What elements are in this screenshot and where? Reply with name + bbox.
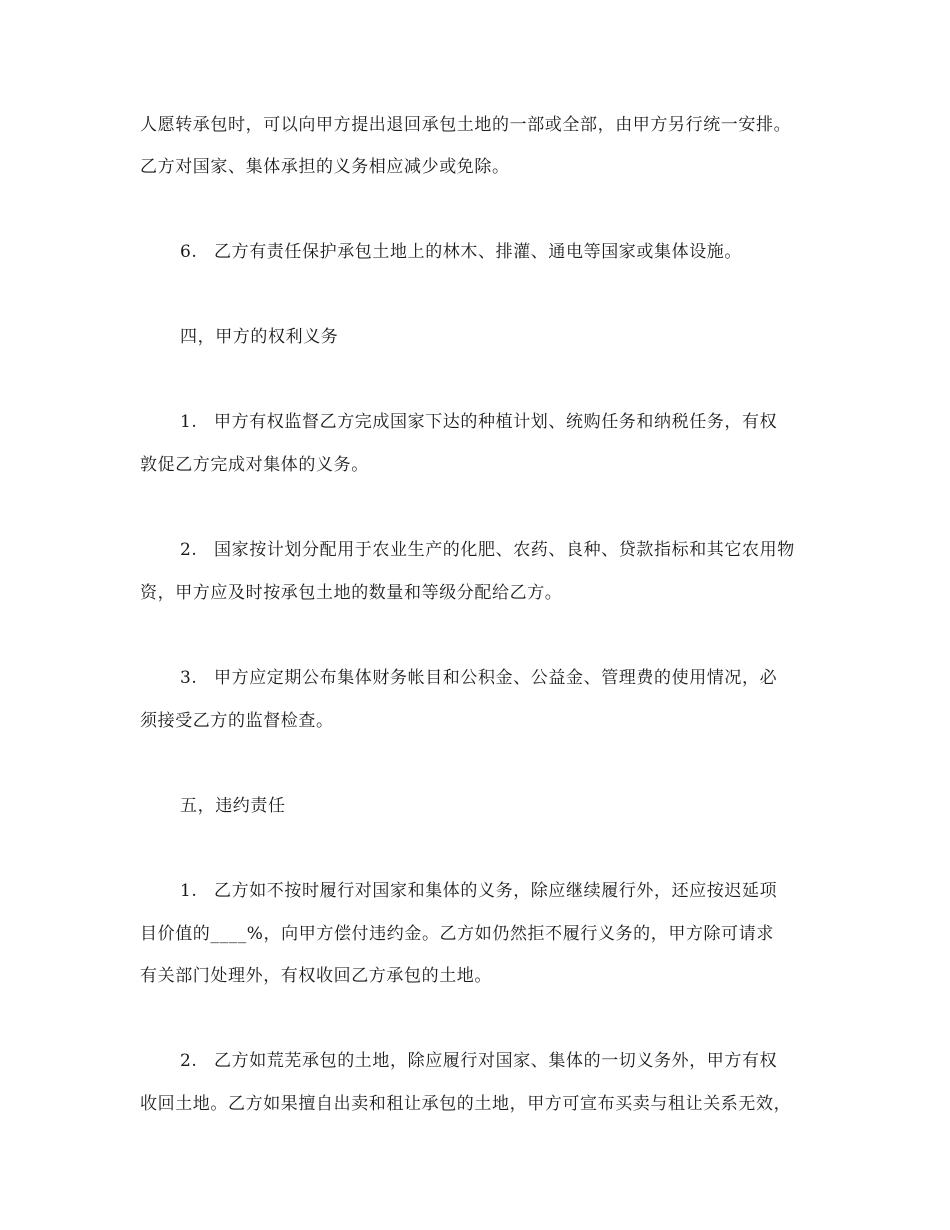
item-number: 1. xyxy=(180,412,198,432)
item-text: 甲方应定期公布集体财务帐目和公积金、公益金、管理费的使用情况，必 xyxy=(214,668,778,688)
paragraph-line: 资，甲方应及时按承包土地的数量和等级分配给乙方。 xyxy=(140,583,563,603)
item-text: 乙方有责任保护承包土地上的林木、排灌、通电等国家或集体设施。 xyxy=(214,242,742,262)
paragraph-line: 敦促乙方完成对集体的义务。 xyxy=(140,455,369,475)
paragraph-line: 目价值的____%，向甲方偿付违约金。乙方如仍然拒不履行义务的，甲方除可请求 xyxy=(140,924,774,944)
section-heading-4: 四，甲方的权利义务 xyxy=(180,327,339,347)
item-text: 甲方有权监督乙方完成国家下达的种植计划、统购任务和纳税任务，有权 xyxy=(214,412,778,432)
paragraph-line: 乙方对国家、集体承担的义务相应减少或免除。 xyxy=(140,157,510,177)
section-heading-5: 五，违约责任 xyxy=(180,796,286,816)
item-number: 2. xyxy=(180,540,198,560)
item-text: 国家按计划分配用于农业生产的化肥、农药、良种、贷款指标和其它农用物 xyxy=(214,540,795,560)
paragraph-line: 收回土地。乙方如果擅自出卖和租让承包的土地，甲方可宣布买卖与租让关系无效， xyxy=(140,1094,792,1114)
item-text: 乙方如不按时履行对国家和集体的义务，除应继续履行外，还应按迟延项 xyxy=(214,881,778,901)
item-text: 乙方如荒芜承包的土地，除应履行对国家、集体的一切义务外，甲方有权 xyxy=(214,1051,778,1071)
list-item-s5-2 xyxy=(180,1049,870,1073)
paragraph-line: 有关部门处理外，有权收回乙方承包的土地。 xyxy=(140,966,492,986)
list-item-s5-1 xyxy=(180,879,870,903)
paragraph-line: 须接受乙方的监督检查。 xyxy=(140,711,334,731)
item-number: 2. xyxy=(180,1051,198,1071)
item-number: 1. xyxy=(180,881,198,901)
item-number: 3. xyxy=(180,668,198,688)
list-item-s4-2 xyxy=(180,538,870,562)
list-item-s4-3 xyxy=(180,666,870,690)
list-item-6 xyxy=(180,240,870,264)
paragraph-line: 人愿转承包时，可以向甲方提出退回承包土地的一部或全部，由甲方另行统一安排。 xyxy=(140,115,792,135)
item-number: 6. xyxy=(180,242,198,262)
list-item-s4-1 xyxy=(180,410,870,434)
